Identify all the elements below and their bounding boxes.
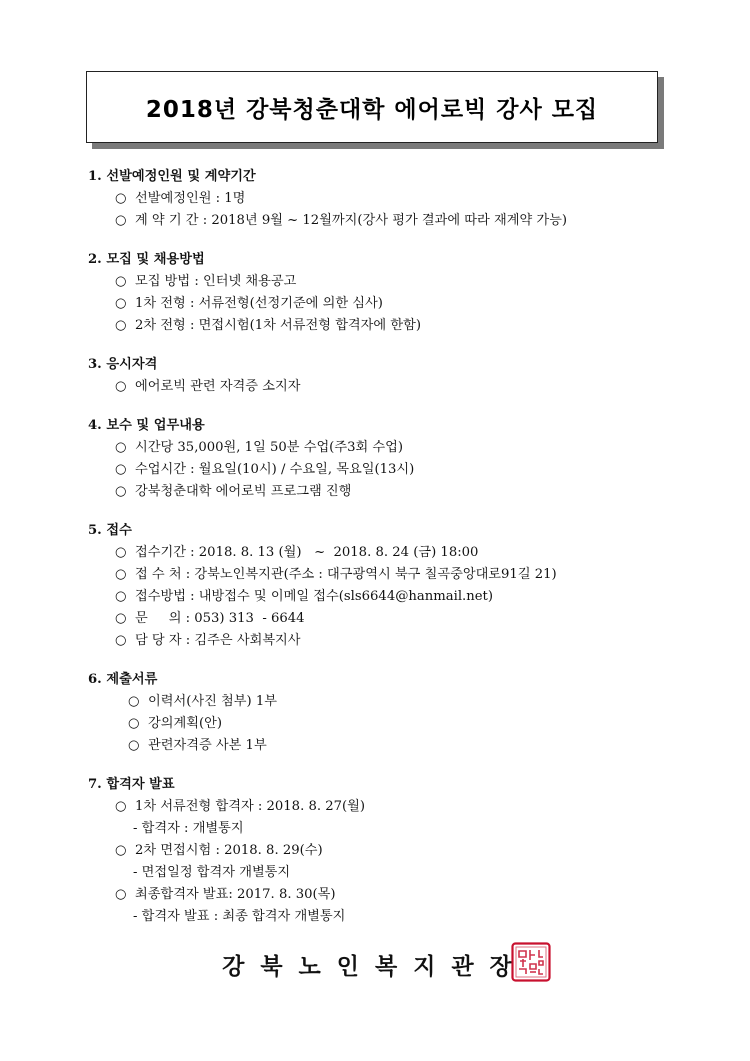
title-banner xyxy=(86,71,658,143)
organization-name: 강북노인복지관장 xyxy=(222,953,528,980)
circle-bullet-icon: ○ xyxy=(115,213,127,228)
list-item: ○ 1차 서류전형 합격자 : 2018. 8. 27(월) xyxy=(88,796,708,818)
section-documents xyxy=(88,669,708,757)
list-item: ○ 모집 방법 : 인터넷 채용공고 xyxy=(88,271,708,293)
section-announcement xyxy=(88,774,708,928)
list-item: ○ 접수방법 : 내방접수 및 이메일 접수(sls6644@hanmail.net) xyxy=(88,586,708,608)
list-item: ○ 강북청춘대학 에어로빅 프로그램 진행 xyxy=(88,481,708,503)
circle-bullet-icon: ○ xyxy=(128,694,140,709)
section-title: 5. 접수 xyxy=(88,523,132,538)
circle-bullet-icon: ○ xyxy=(115,633,127,648)
circle-bullet-icon: ○ xyxy=(115,484,127,499)
section-title: 2. 모집 및 채용방법 xyxy=(88,252,205,267)
circle-bullet-icon: ○ xyxy=(128,738,140,753)
sub-item: - 면접일정 합격자 개별통지 xyxy=(133,865,291,880)
list-item: ○ 담 당 자 : 김주은 사회복지사 xyxy=(88,630,708,652)
section-selection-and-contract xyxy=(88,166,708,232)
signature-block xyxy=(0,944,750,984)
list-item: ○ 선발예정인원 : 1명 xyxy=(88,188,708,210)
section-pay-and-duties xyxy=(88,415,708,503)
notice-body xyxy=(88,166,708,945)
circle-bullet-icon: ○ xyxy=(115,296,127,311)
circle-bullet-icon: ○ xyxy=(115,611,127,626)
section-title: 7. 합격자 발표 xyxy=(88,777,175,792)
list-item: ○ 1차 전형 : 서류전형(선정기준에 의한 심사) xyxy=(88,293,708,315)
circle-bullet-icon: ○ xyxy=(115,191,127,206)
circle-bullet-icon: ○ xyxy=(115,274,127,289)
list-item: ○ 강의계획(안) xyxy=(88,713,708,735)
list-item: ○ 계 약 기 간 : 2018년 9월 ~ 12월까지(강사 평가 결과에 따라 재계약 가능) xyxy=(88,210,708,232)
section-title: 1. 선발예정인원 및 계약기간 xyxy=(88,169,256,184)
list-item: ○ 에어로빅 관련 자격증 소지자 xyxy=(88,376,708,398)
list-item: ○ 수업시간 : 월요일(10시) / 수요일, 목요일(13시) xyxy=(88,459,708,481)
official-seal-icon xyxy=(511,942,551,982)
list-item: ○ 관련자격증 사본 1부 xyxy=(88,735,708,757)
circle-bullet-icon: ○ xyxy=(115,799,127,814)
section-title: 4. 보수 및 업무내용 xyxy=(88,418,205,433)
sub-item: - 합격자 : 개별통지 xyxy=(133,821,244,836)
circle-bullet-icon: ○ xyxy=(115,379,127,394)
list-item: ○ 이력서(사진 첨부) 1부 xyxy=(88,691,708,713)
page-title: 2018년 강북청춘대학 에어로빅 강사 모집 xyxy=(86,71,658,143)
list-item: ○ 시간당 35,000원, 1일 50분 수업(주3회 수업) xyxy=(88,437,708,459)
circle-bullet-icon: ○ xyxy=(115,887,127,902)
circle-bullet-icon: ○ xyxy=(115,843,127,858)
circle-bullet-icon: ○ xyxy=(115,440,127,455)
section-recruitment-method xyxy=(88,249,708,337)
section-application xyxy=(88,520,708,652)
list-item: ○ 문 의 : 053) 313 - 6644 xyxy=(88,608,708,630)
circle-bullet-icon: ○ xyxy=(128,716,140,731)
section-title: 3. 응시자격 xyxy=(88,357,158,372)
circle-bullet-icon: ○ xyxy=(115,567,127,582)
list-item: ○ 최종합격자 발표: 2017. 8. 30(목) xyxy=(88,884,708,906)
list-item: ○ 2차 면접시험 : 2018. 8. 29(수) xyxy=(88,840,708,862)
circle-bullet-icon: ○ xyxy=(115,318,127,333)
section-qualification xyxy=(88,354,708,398)
circle-bullet-icon: ○ xyxy=(115,545,127,560)
list-item: ○ 접 수 처 : 강북노인복지관(주소 : 대구광역시 북구 칠곡중앙대로91길 21) xyxy=(88,564,708,586)
sub-item: - 합격자 발표 : 최종 합격자 개별통지 xyxy=(133,909,346,924)
list-item: ○ 접수기간 : 2018. 8. 13 (월) ~ 2018. 8. 24 (금) 18:00 xyxy=(88,542,708,564)
circle-bullet-icon: ○ xyxy=(115,589,127,604)
section-title: 6. 제출서류 xyxy=(88,672,158,687)
list-item: ○ 2차 전형 : 면접시험(1차 서류전형 합격자에 한함) xyxy=(88,315,708,337)
circle-bullet-icon: ○ xyxy=(115,462,127,477)
